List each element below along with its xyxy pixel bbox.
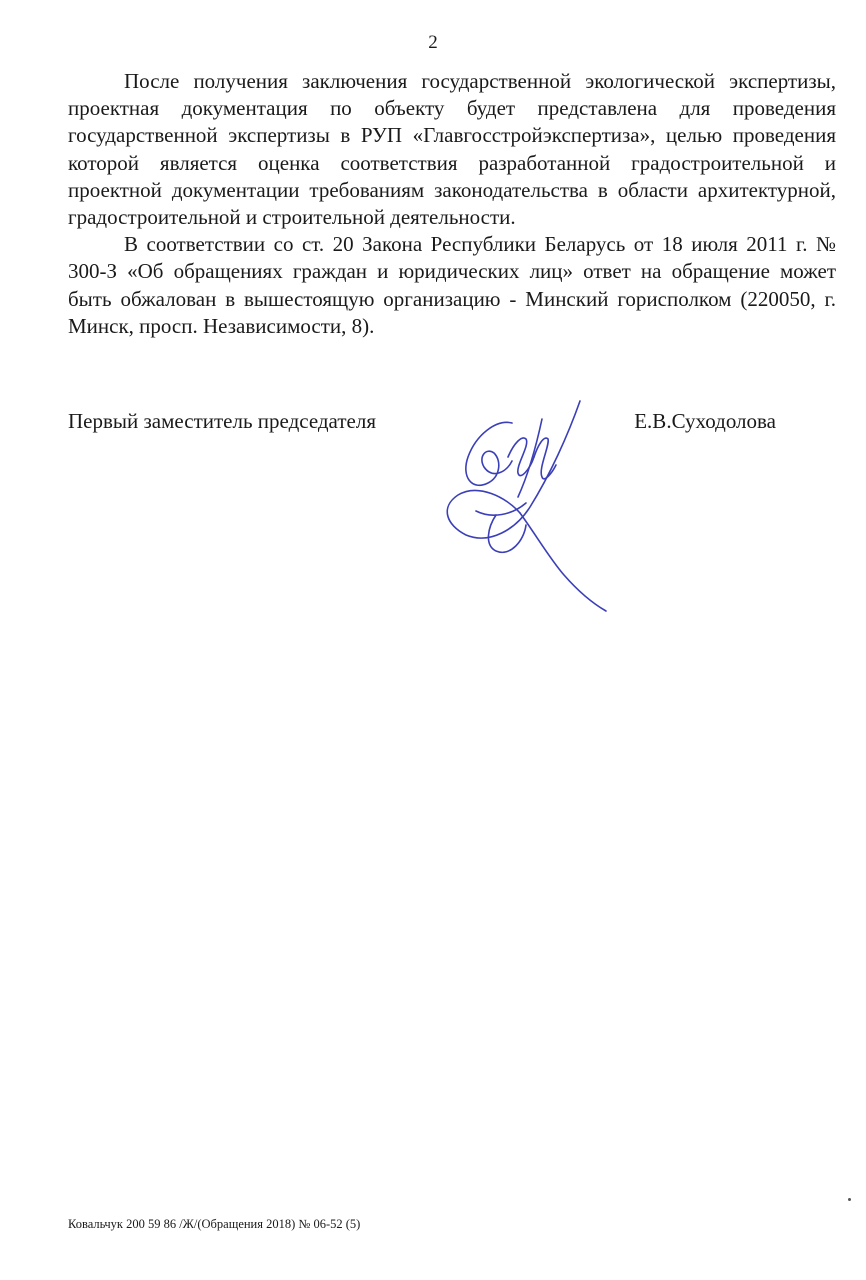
scan-artifact-dot: [848, 1198, 851, 1201]
signer-title: Первый заместитель председателя: [68, 409, 376, 433]
footer-note: Ковальчук 200 59 86 /Ж/(Обращения 2018) № 06-52 (5): [68, 1217, 361, 1231]
letter-body: [68, 68, 836, 340]
handwritten-signature: [430, 395, 610, 620]
signer-name: Е.В.Суходолова: [634, 409, 776, 433]
paragraph-expertise: После получения заключения государственной экологической экспертизы, проектная документация по объекту будет представлена для проведения государственной экспертизы в РУП «Главгосстройэкспертиза», целью проведения которой является оценка соответствия разработанной градостроительной и проектной документации требованиям законодательства в области архитектурной, градостроительной и строительной деятельности.: [68, 69, 836, 230]
page-number: 2: [428, 32, 438, 53]
paragraph-appeal: В соответствии со ст. 20 Закона Республики Беларусь от 18 июля 2011 г. № 300-З «Об обращениях граждан и юридических лиц» ответ на обращение может быть обжалован в вышестоящую организацию - Минский горисполком (220050, г. Минск, просп. Независимости, 8).: [68, 232, 836, 338]
